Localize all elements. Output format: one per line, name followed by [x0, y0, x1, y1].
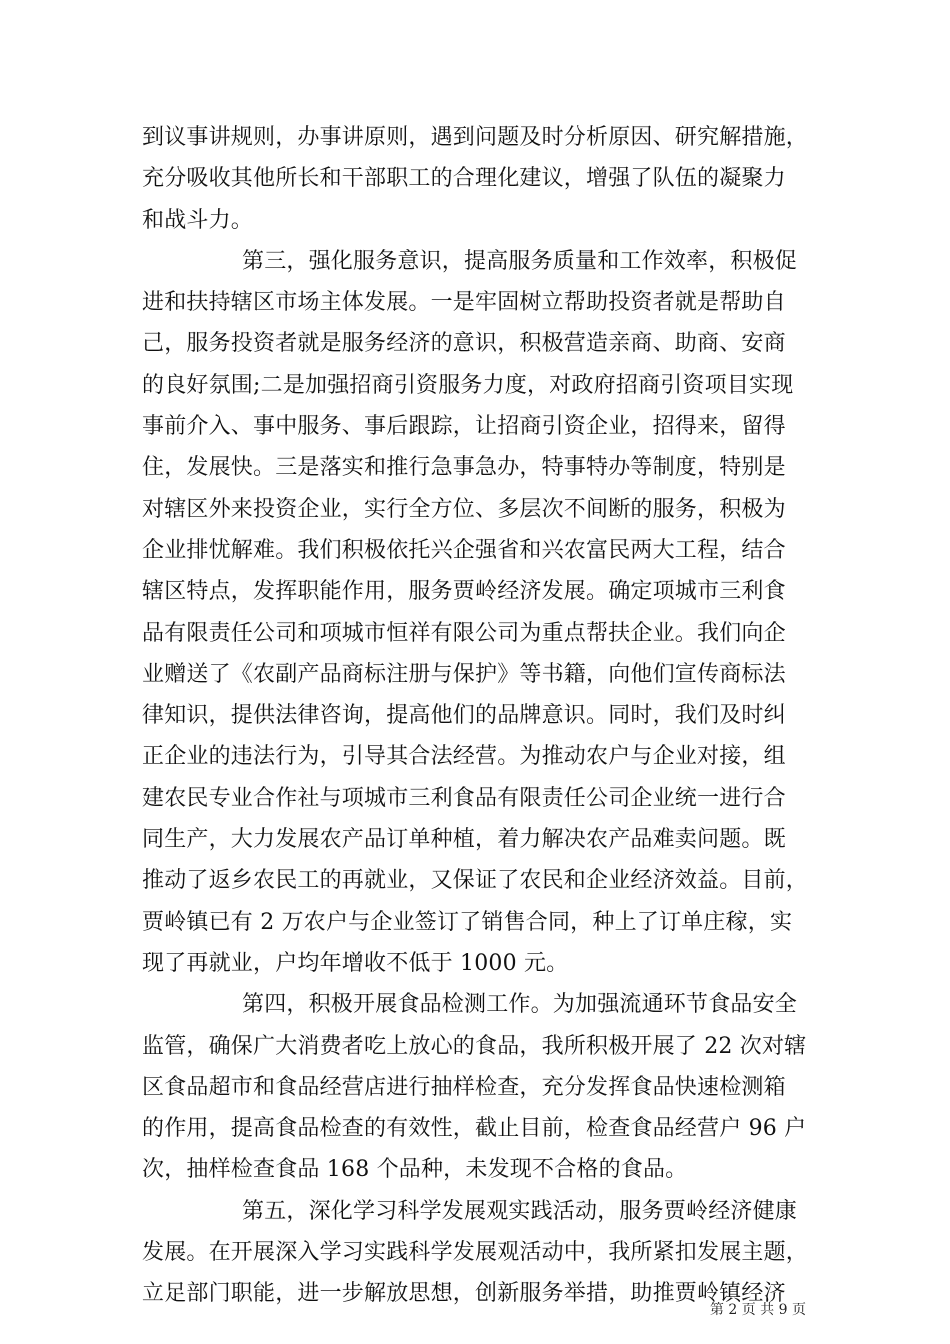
text-line: 现了再就业，户均年增收不低于 1000 元。: [142, 950, 569, 976]
text-line: 辖区特点，发挥职能作用，服务贾岭经济发展。确定项城市三利食: [142, 579, 786, 605]
text-line: 品有限责任公司和项城市恒祥有限公司为重点帮扶企业。我们向企: [142, 620, 786, 646]
text-line: 住，发展快。三是落实和推行急事急办，特事特办等制度，特别是: [142, 455, 786, 481]
text-line: 次，抽样检查食品 168 个品种，未发现不合格的食品。: [142, 1157, 688, 1183]
text-line: 正企业的违法行为，引导其合法经营。为推动农户与企业对接，组: [142, 744, 786, 770]
text-line: 的作用，提高食品检查的有效性，截止目前，检查食品经营户 96 户: [142, 1116, 807, 1142]
text-line: 的良好氛围;二是加强招商引资服务力度，对政府招商引资项目实现: [142, 372, 794, 398]
text-line: 推动了返乡农民工的再就业，又保证了农民和企业经济效益。目前，: [142, 868, 809, 894]
text-line: 律知识，提供法律咨询，提高他们的品牌意识。同时，我们及时纠: [142, 703, 786, 729]
paragraph-start-line: 第三，强化服务意识，提高服务质量和工作效率，积极促: [242, 248, 798, 274]
text-line: 立足部门职能，进一步解放思想，创新服务举措，助推贾岭镇经济: [142, 1281, 786, 1307]
text-line: 到议事讲规则，办事讲原则，遇到问题及时分析原因、研究解措施，: [142, 125, 809, 150]
text-line: 监管，确保广大消费者吃上放心的食品，我所积极开展了 22 次对辖: [142, 1033, 807, 1059]
text-line: 己，服务投资者就是服务经济的意识，积极营造亲商、助商、安商: [142, 331, 786, 357]
body-text: [142, 117, 822, 1315]
text-line: 和战斗力。: [142, 207, 254, 233]
text-line: 事前介入、事中服务、事后跟踪，让招商引资企业，招得来，留得: [142, 414, 786, 440]
text-line: 进和扶持辖区市场主体发展。一是牢固树立帮助投资者就是帮助自: [142, 290, 786, 316]
text-line: 区食品超市和食品经营店进行抽样检查，充分发挥食品快速检测箱: [142, 1074, 786, 1100]
text-line: 发展。在开展深入学习实践科学发展观活动中，我所紧扣发展主题，: [142, 1240, 809, 1266]
page-number-footer: 第 2 页 共 9 页: [709, 1302, 806, 1318]
text-line: 建农民专业合作社与项城市三利食品有限责任公司企业统一进行合: [142, 785, 786, 811]
text-line: 对辖区外来投资企业，实行全方位、多层次不间断的服务，积极为: [142, 496, 786, 522]
text-line: 业赠送了《农副产品商标注册与保护》等书籍，向他们宣传商标法: [142, 661, 786, 687]
paragraph-start-line: 第四，积极开展食品检测工作。为加强流通环节食品安全: [242, 992, 798, 1018]
text-line: 充分吸收其他所长和干部职工的合理化建议，增强了队伍的凝聚力: [142, 166, 786, 192]
text-line: 企业排忧解难。我们积极依托兴企强省和兴农富民两大工程，结合: [142, 537, 786, 563]
paragraph-start-line: 第五，深化学习科学发展观实践活动，服务贾岭经济健康: [242, 1198, 798, 1224]
text-line: 同生产，大力发展农产品订单种植，着力解决农产品难卖问题。既: [142, 827, 786, 853]
text-line: 贾岭镇已有 2 万农户与企业签订了销售合同，种上了订单庄稼，实: [142, 909, 793, 935]
